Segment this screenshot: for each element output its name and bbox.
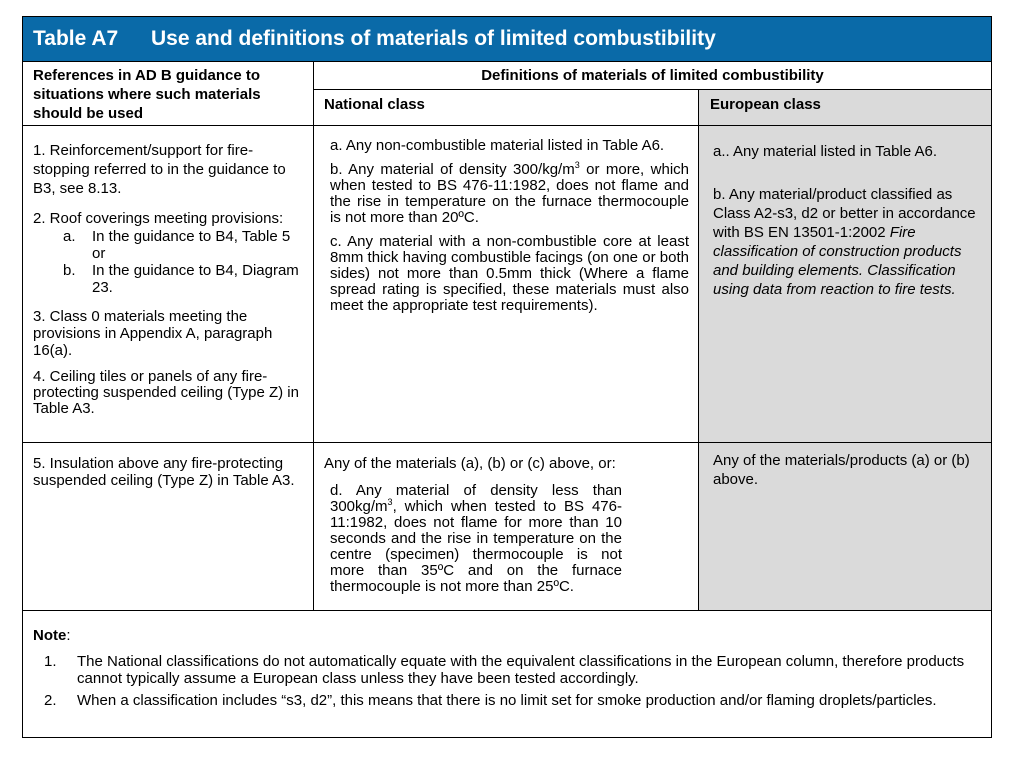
reference-item-2: 2. Roof coverings meeting provisions:	[33, 210, 284, 227]
national-def-c: c. Any material with a non-combustible core at least 8mm thick having combustible facings (on one or both sides) not more than 0.5mm thick (Where a flame spread rating is specified, these materials must also meet the appropriate test requirements).	[330, 233, 689, 314]
note-item-1: 1. The National classifications do not automatically equate with the equivalent classifications in the European column, therefore products cannot typically assume a European class unless they have been tested accordingly.	[44, 653, 965, 687]
rule-under-title	[23, 61, 991, 62]
note-heading: Note:	[33, 627, 71, 644]
reference-item-2a: a. In the guidance to B4, Table 5 or	[63, 228, 291, 262]
note-item-2: 2. When a classification includes “s3, d2”, this means that there is no limit set for smoke production and/or flaming droplets/particles.	[44, 692, 937, 709]
reference-item-3: 3. Class 0 materials meeting the provisions in Appendix A, paragraph 16(a).	[33, 308, 273, 359]
header-references: References in AD B guidance to situations where such materials should be used	[33, 67, 261, 122]
rule-under-row1	[23, 442, 991, 443]
table-number: Table A7	[33, 27, 119, 50]
national-def-b: b. Any material of density $300/kg/m^3$ or more, which when tested to BS 476-11:1982, does not flame and the rise in temperature on the furnace thermocouple is not more than 20ºC.	[330, 160, 689, 226]
reference-item-1: 1. Reinforcement/support for fire-stopping referred to in the guidance to B3, see 8.13.	[33, 142, 286, 197]
row2-national-def-d: d. Any material of density less than $300kg/m^3$, which when tested to BS 476-11:1982, does not flame for more than 10 seconds and the rise in temperature on the centre (specimen) thermocouple is not more than 35ºC and on the furnace thermocouple is not more than 25ºC.	[330, 482, 622, 595]
table-a7	[22, 16, 992, 738]
header-national-class: National class	[324, 96, 425, 113]
header-definitions: Definitions of materials of limited combustibility	[481, 67, 824, 84]
table-title: Use and definitions of materials of limited combustibility	[151, 27, 716, 50]
note-section	[33, 627, 983, 714]
row2-references: 5. Insulation above any fire-protecting suspended ceiling (Type Z) in Table A3.	[33, 455, 295, 489]
header-european-class: European class	[710, 96, 821, 113]
rule-col2	[698, 89, 699, 610]
national-def-a: a. Any non-combustible material listed in Table A6.	[330, 137, 665, 154]
row2-national-intro: Any of the materials (a), (b) or (c) above, or:	[324, 455, 616, 472]
reference-item-2b: b. In the guidance to B4, Diagram 23.	[63, 262, 299, 296]
rule-under-row2	[23, 610, 991, 611]
rule-under-header	[23, 125, 991, 126]
row1-national	[330, 138, 689, 314]
row1-references	[33, 141, 305, 417]
european-def-a: a.. Any material listed in Table A6.	[713, 143, 938, 160]
row1-european	[713, 142, 978, 299]
rule-under-definitions-header	[313, 89, 991, 90]
table-title-bar	[23, 17, 991, 61]
reference-item-4: 4. Ceiling tiles or panels of any fire-protecting suspended ceiling (Type Z) in Table A3.	[33, 368, 299, 417]
row2-european: Any of the materials/products (a) or (b) above.	[713, 452, 970, 488]
european-def-b: b. Any material/product classified as Class A2-s3, d2 or better in accordance with BS EN 13501-1:2002 Fire classification of construction products and building elements. Classification using data from reaction to fire tests.	[713, 186, 976, 298]
rule-col1	[313, 61, 314, 610]
